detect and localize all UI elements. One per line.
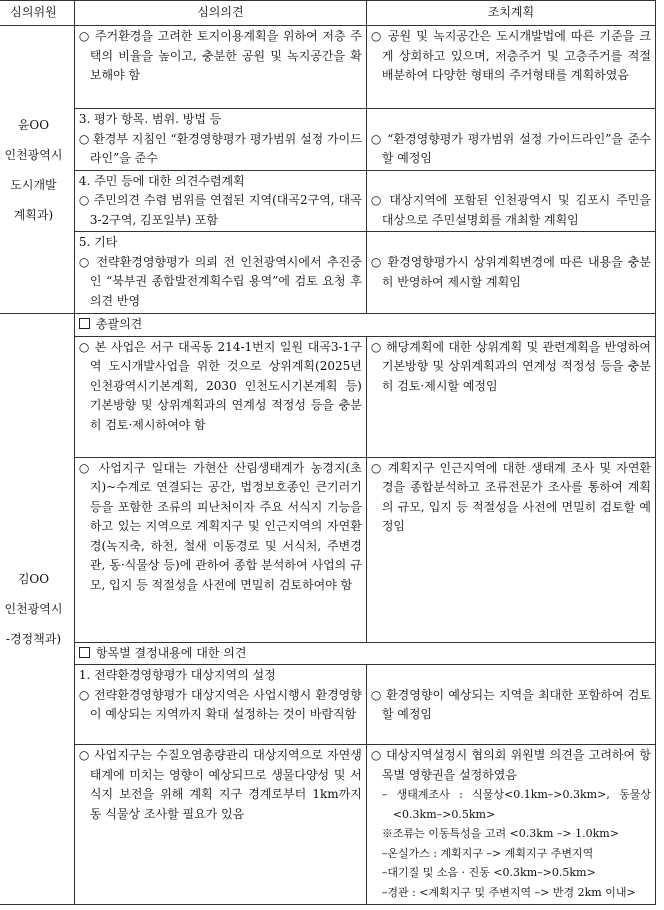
opinion-cell	[74, 26, 366, 109]
action-subtext: –경관 : <계획지구 및 주변지역 –> 반경 2km 이내>	[381, 885, 636, 899]
action-text: ○ 공원 및 녹지공간은 도시개발법에 따른 기준을 크게 상회하고 있으며, 저층주거 및 고층주거를 적절 배분하여 다양한 형태의 주거형태를 계획하였음	[370, 29, 651, 82]
opinion-text: ○ 주민의견 수렴 범위를 연접된 지역(대곡2구역, 대곡 3-2구역, 김포일부) 포함	[78, 193, 362, 227]
table-row	[0, 336, 656, 457]
opinion-text: ○ 사업지구는 수질오염총량관리 대상지역으로 자연생태계에 미치는 영향이 예상되므로 생물다양성 및 서식지 보전을 위해 계획 지구 경계로부터 1km까지 동 식물상 조사할 필요가 있음	[78, 748, 362, 821]
opinion-text: ○ 전략환경영향평가 대상지역은 사업시행시 환경영향이 예상되는 지역까지 확대 설정하는 것이 바람직함	[78, 687, 362, 721]
action-text: ○ 계획지구 인근지역에 대한 생태계 조사 및 자연환경을 종합분석하고 조류전문가 조사를 통하여 계획의 규모, 입지 등 적절성을 사전에 면밀히 검토할 예정임	[370, 460, 651, 533]
header-member: 심의위원	[0, 1, 74, 26]
opinion-text: ○ 전략환경영향평가 의뢰 전 인천광역시에서 추진중인 “북부권 종합발전계획수립 용역”에 검토 요청 후 의견 반영	[78, 254, 362, 308]
action-text: ○ 환경영향평가시 상위계획변경에 따른 내용을 충분히 반영하여 제시할 계획임	[370, 255, 651, 289]
action-cell	[366, 745, 655, 905]
general-header-row	[0, 314, 656, 337]
opinion-cell	[74, 170, 366, 232]
general-opinion-header: 총괄의견	[74, 314, 655, 337]
opinion-text: ○ 주거환경을 고려한 토지이용계획을 위하여 저층 주택의 비율을 높이고, 충분한 공원 및 녹지공간을 확보해야 함	[78, 29, 362, 82]
action-cell	[366, 232, 655, 314]
section-heading: 5. 기타	[78, 235, 118, 249]
table-row	[0, 232, 656, 314]
table-row	[0, 170, 656, 232]
action-cell	[366, 336, 655, 457]
action-text: ○ 대상지역설정시 협의회 위원별 의견을 고려하여 항목별 영향권을 설정하였음	[370, 748, 651, 782]
opinion-cell	[74, 232, 366, 314]
action-cell	[366, 26, 655, 109]
opinion-cell	[74, 109, 366, 171]
action-text: ○ 환경영향이 예상되는 지역을 최대한 포함하여 검토할 예정임	[370, 687, 651, 721]
action-cell	[366, 457, 655, 642]
opinion-cell	[74, 665, 366, 745]
action-cell	[366, 665, 655, 745]
action-subtext: ※조류는 이동특성을 고려 <0.3km –> 1.0km>	[381, 827, 619, 840]
member-name: 윤OO	[17, 117, 50, 132]
itemized-header-row	[0, 642, 656, 665]
member-org: 계획과)	[13, 207, 54, 222]
action-subtext: – 생태계조사 : 식물상<0.1km–>0.3km>, 동물상<0.3km–>0.5km>	[381, 788, 651, 821]
action-text: ○ “환경영향평가 평가범위 설정 가이드라인”을 준수할 예정임	[370, 131, 651, 165]
member-cell-1	[0, 26, 74, 314]
action-text: ○ 해당계획에 대한 상위계획 및 관련계획을 반영하여 기본방향 및 상위계획과의 연계성 적정성 등을 충분히 검토·제시할 예정임	[370, 339, 651, 393]
member-org: 도시개발	[10, 177, 57, 192]
opinion-text: ○ 본 사업은 서구 대곡동 214-1번지 일원 대곡3-1구역 도시개발사업을 위한 것으로 상위계획(2025년 인천광역시기본계획, 2030 인천도시기본계획 등) 기본방향 및 상위계획과의 연계성 적정성 등을 충분히 검토·제시하여야 함	[78, 339, 362, 432]
action-cell	[366, 170, 655, 232]
section-heading: 1. 전략환경영향평가 대상지역의 설정	[78, 668, 276, 682]
action-text: ○ 대상지역에 포함된 인천광역시 및 김포시 주민을 대상으로 주민설명회를 개최할 계획임	[370, 193, 651, 227]
action-subtext: –온실가스 : 계획지구 –> 계획지구 주변지역	[381, 846, 594, 860]
opinion-cell	[74, 336, 366, 457]
opinion-text: ○ 환경부 지침인 “환경영향평가 평가범위 설정 가이드라인”을 준수	[78, 131, 362, 165]
member-cell-2	[0, 314, 74, 905]
action-cell	[366, 109, 655, 171]
member-org: -경정책과)	[5, 632, 61, 646]
table-row	[0, 109, 656, 171]
checkbox-icon	[79, 647, 90, 658]
checkbox-icon	[79, 318, 90, 329]
opinion-cell	[74, 457, 366, 642]
member-org: 인천광역시	[4, 602, 63, 616]
table-row	[0, 745, 656, 905]
member-name: 김OO	[17, 572, 50, 586]
member-org: 인천광역시	[4, 147, 63, 162]
header-opinion: 심의의견	[74, 1, 366, 26]
action-subtext: –대기질 및 소음 · 진동 <0.3km–>0.5km>	[381, 866, 596, 879]
table-row	[0, 457, 656, 642]
section-heading: 3. 평가 항목. 범위. 방법 등	[78, 112, 222, 126]
header-row	[0, 1, 656, 26]
opinion-cell	[74, 745, 366, 905]
itemized-opinion-header: 항목별 결정내용에 대한 의견	[74, 642, 655, 665]
opinion-text: ○ 사업지구 일대는 가현산 산림생태계가 농경지(초지)~수계로 연결되는 공간, 법정보호종인 큰기러기 등을 포함한 조류의 피난처이자 주요 서식지 기능을 하고 있는 지역으로 계획지구 및 인근지역의 자연환경(녹지축, 하천, 철새 이동경로 및 서식처, 주변경관, 동·식물상 등)에 관하여 종합 분석하여 사업의 규모, 입지 등 적절성을 사전에 면밀히 검토하여야 함	[78, 460, 362, 592]
table-row	[0, 665, 656, 745]
table-row	[0, 26, 656, 109]
header-action: 조치계획	[366, 1, 655, 26]
section-heading: 4. 주민 등에 대한 의견수렴계획	[78, 173, 245, 188]
